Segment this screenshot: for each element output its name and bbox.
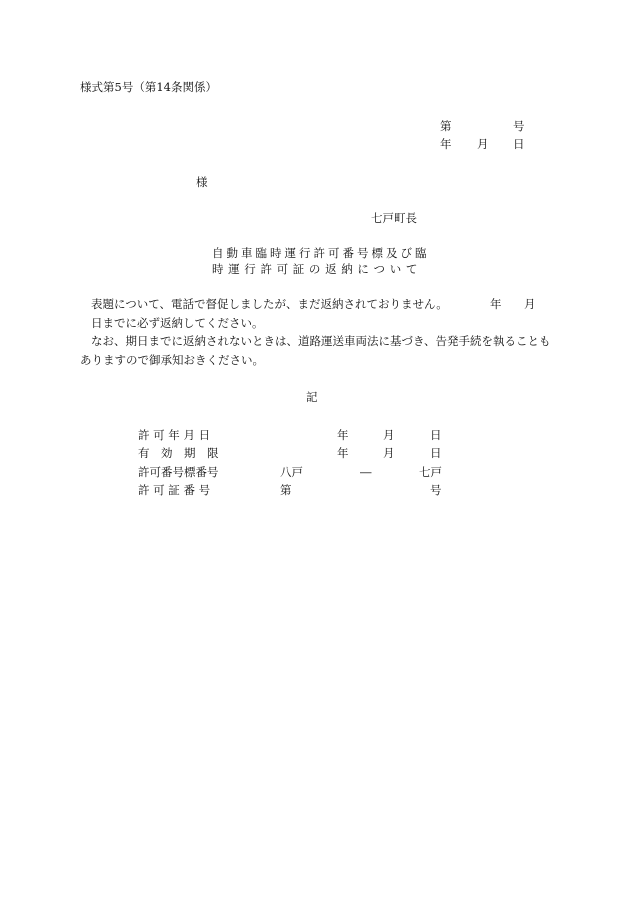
sender-name: 七戸町長 [371, 211, 417, 225]
doc-date-year: 年 [440, 137, 452, 151]
body-paragraph1-year: 年 [490, 297, 502, 311]
addressee-honorific: 様 [196, 175, 208, 189]
detail-permit-date-year: 年 [337, 428, 349, 442]
ki-heading: 記 [306, 390, 318, 404]
body-paragraph1-month: 月 [524, 297, 536, 311]
detail-validity-year: 年 [337, 446, 349, 460]
detail-permit-date-day: 日 [430, 428, 442, 442]
body-paragraph2-line2: ありますので御承知おきください。 [80, 353, 264, 367]
detail-validity-month: 月 [383, 446, 395, 460]
body-paragraph1-line1: 表題について、電話で督促しましたが、まだ返納されておりません。 [91, 297, 448, 311]
detail-plate-prefix: 八戸 [280, 465, 303, 479]
detail-validity-day: 日 [430, 446, 442, 460]
doc-number-gou: 号 [513, 119, 525, 133]
doc-title-line2: 時 運 行 許 可 証 の 返 納 に つ い て [212, 262, 418, 276]
detail-label-validity: 有 効 期 限 [138, 446, 219, 460]
detail-label-plate-number: 許可番号標番号 [138, 465, 219, 479]
detail-plate-dash: ― [360, 465, 372, 479]
body-paragraph2-line1: なお、期日までに返納されないときは、道路運送車両法に基づき、告発手続を執ることも [91, 334, 551, 348]
doc-title-line1: 自動車臨時運行許可番号標及び臨 [212, 246, 430, 260]
detail-permit-date-month: 月 [383, 428, 395, 442]
doc-number-dai: 第 [440, 119, 452, 133]
detail-label-certificate-number: 許 可 証 番 号 [138, 483, 211, 497]
detail-plate-suffix: 七戸 [419, 465, 442, 479]
doc-date-month: 月 [477, 137, 489, 151]
detail-certificate-dai: 第 [280, 483, 292, 497]
detail-label-permit-date: 許 可 年 月 日 [138, 428, 211, 442]
detail-certificate-gou: 号 [430, 483, 442, 497]
body-paragraph1-line2: 日までに必ず返納してください。 [91, 316, 264, 330]
doc-date-day: 日 [513, 137, 525, 151]
form-number: 様式第5号（第14条関係） [80, 80, 217, 94]
